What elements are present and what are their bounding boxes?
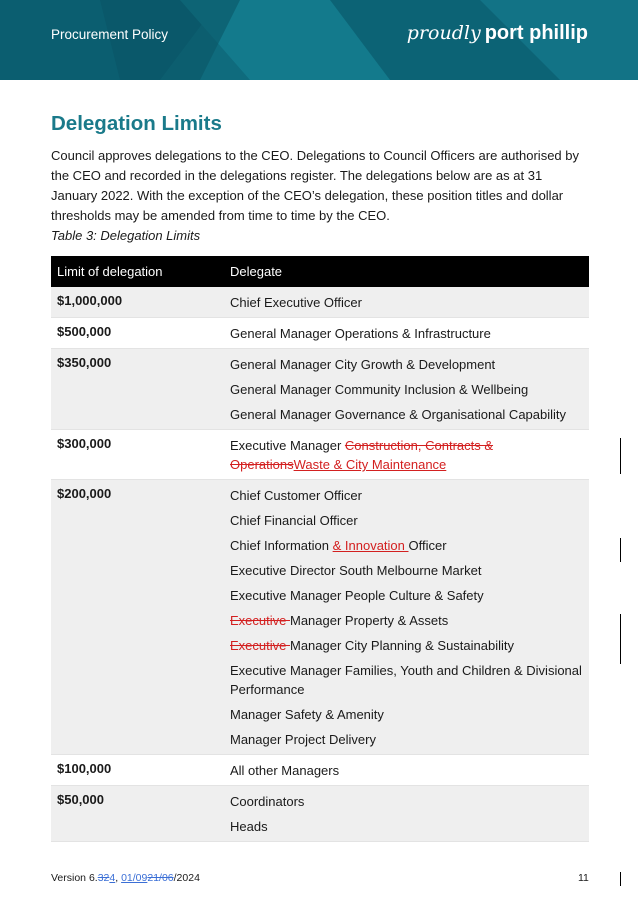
delegate-item: Manager Safety & Amenity: [230, 707, 384, 722]
delegate-item: Executive Manager People Culture & Safety: [230, 588, 484, 603]
limit-cell: $300,000: [51, 430, 223, 480]
intro-paragraph: Council approves delegations to the CEO. Delegations to Council Officers are authorised by the CEO and recorded in the delegations register. The delegations below are as at 31 January 2022. With the exception of the CEO’s delegation, these position titles and dollar thresholds may be amended from time to time by the CEO.: [51, 148, 579, 223]
delegate-cell: [223, 349, 589, 430]
delegate-item: [230, 436, 583, 474]
table-row: [51, 318, 589, 349]
delegate-item: Chief Customer Officer: [230, 488, 362, 503]
limit-cell: $200,000: [51, 480, 223, 755]
delegate-item: Chief Executive Officer: [230, 295, 362, 310]
tracked-insertion: & Innovation: [332, 538, 409, 553]
change-bar: [620, 872, 621, 886]
table-row: [51, 430, 589, 480]
table-row: [51, 349, 589, 430]
delegate-item: General Manager Operations & Infrastructure: [230, 326, 491, 341]
delegate-cell: [223, 480, 589, 755]
delegate-item: General Manager City Growth & Development: [230, 357, 496, 372]
delegate-item: General Manager Community Inclusion & Wellbeing: [230, 382, 529, 397]
delegate-item: Manager Project Delivery: [230, 732, 376, 747]
delegate-item: [230, 611, 583, 630]
delegation-limits-table: [51, 256, 589, 842]
delegate-item: Chief Financial Officer: [230, 513, 358, 528]
tracked-deletion: Executive: [230, 613, 290, 628]
footer-version: [51, 872, 200, 884]
header-delegate: Delegate: [223, 256, 589, 287]
limit-cell: $100,000: [51, 755, 223, 786]
delegate-text: Manager City Planning & Sustainability: [289, 638, 514, 653]
delegate-item: Heads: [230, 819, 268, 834]
footer-date-b: 21/06: [147, 872, 174, 884]
tracked-insertion: Waste & City Maintenance: [293, 457, 447, 472]
table-row: [51, 287, 589, 318]
tracked-insertion: 4: [109, 872, 116, 884]
delegate-item: General Manager Governance & Organisational Capability: [230, 407, 567, 422]
change-bar: [620, 538, 621, 562]
change-bar: [620, 614, 621, 664]
delegate-cell: [223, 430, 589, 480]
delegate-cell: [223, 755, 589, 786]
limit-cell: $1,000,000: [51, 287, 223, 318]
header-limit: Limit of delegation: [51, 256, 223, 287]
delegate-text: Officer: [408, 538, 447, 553]
change-bar: [620, 438, 621, 474]
version-sep: ,: [115, 872, 122, 884]
footer-date-a: 01/09: [121, 872, 148, 884]
tracked-deletion: 32: [97, 872, 110, 884]
delegate-cell: [223, 287, 589, 318]
tracked-deletion: Construction, Contracts & Operations: [230, 438, 494, 472]
table-caption: Table 3: Delegation Limits: [51, 228, 201, 243]
brand-script: proudly: [406, 22, 481, 44]
brand-name: port phillip: [484, 22, 588, 44]
section-heading: Delegation Limits: [51, 112, 222, 135]
limit-cell: $500,000: [51, 318, 223, 349]
version-prefix: Version 6.: [51, 872, 98, 884]
table-row: [51, 480, 589, 755]
table-row: [51, 755, 589, 786]
limit-cell: $350,000: [51, 349, 223, 430]
delegate-prefix: Executive Manager: [230, 438, 345, 453]
limit-cell: $50,000: [51, 786, 223, 842]
table-row: [51, 786, 589, 842]
brand-logo: [407, 22, 588, 45]
delegate-item: All other Managers: [230, 763, 340, 778]
delegate-item: Executive Manager Families, Youth and Children & Divisional Performance: [230, 663, 582, 697]
tracked-deletion: Executive: [230, 638, 290, 653]
footer-date-suffix: /2024: [173, 872, 200, 884]
delegate-cell: [223, 318, 589, 349]
delegate-item: Coordinators: [230, 794, 305, 809]
page-number: 11: [578, 872, 589, 884]
table-header-row: [51, 256, 589, 287]
delegate-item: [230, 536, 583, 555]
delegate-item: Executive Director South Melbourne Market: [230, 563, 482, 578]
delegate-cell: [223, 786, 589, 842]
page-header-banner: [0, 0, 638, 80]
delegate-text: Chief Information: [230, 538, 333, 553]
document-title: Procurement Policy: [51, 27, 169, 42]
delegate-text: Manager Property & Assets: [289, 613, 449, 628]
delegate-item: [230, 636, 583, 655]
